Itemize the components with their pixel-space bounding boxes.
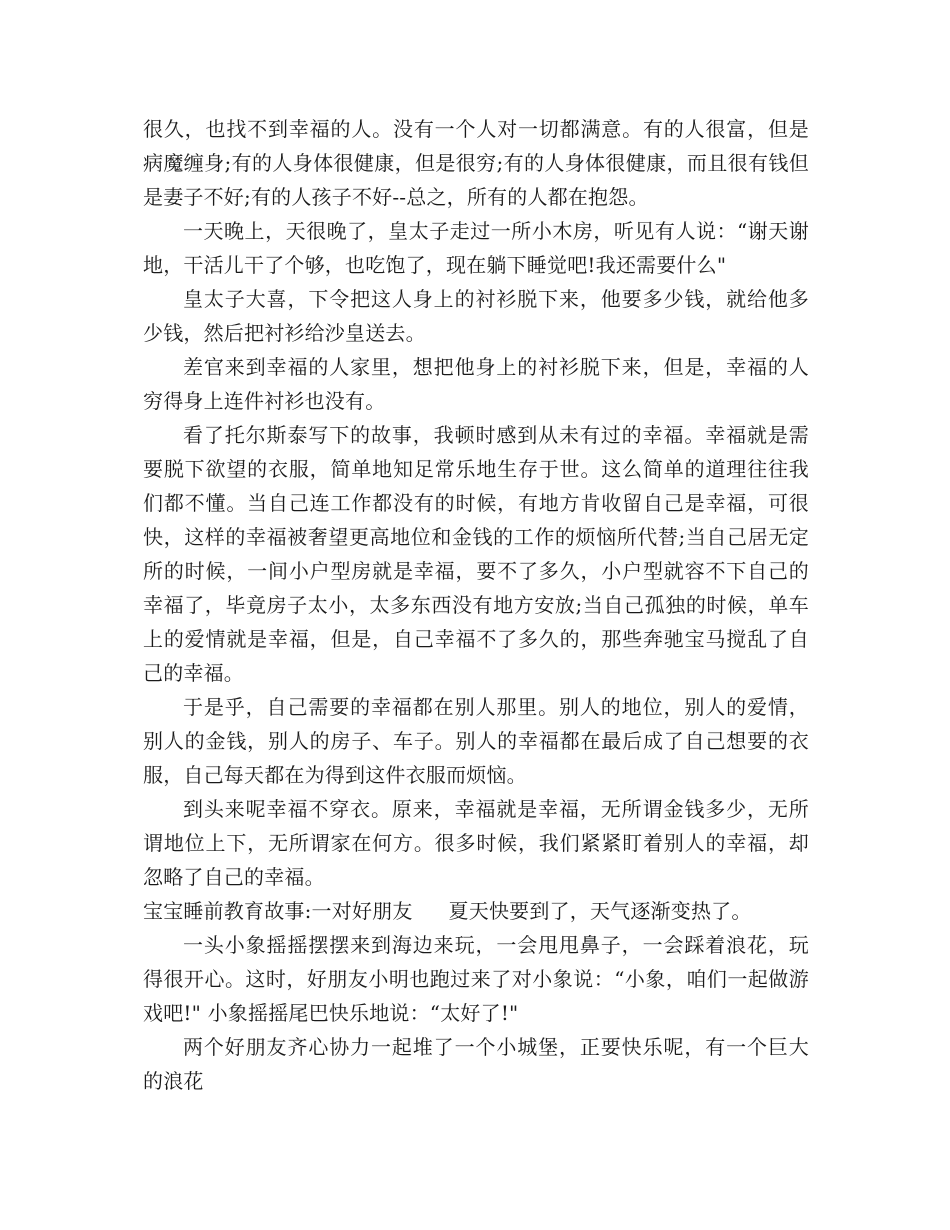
paragraph-5: 看了托尔斯泰写下的故事，我顿时感到从未有过的幸福。幸福就是需要脱下欲望的衣服，简单地知足常乐地生存于世。这么简单的道理往往我们都不懂。当自己连工作都没有的时候，有地方肯收留自己是幸福，可很快，这样的幸福被奢望更高地位和金钱的工作的烦恼所代替;当自己居无定所的时候，一间小户型房就是幸福，要不了多久，小户型就容不下自己的幸福了，毕竟房子太小，太多东西没有地方安放;当自己孤独的时候，单车上的爱情就是幸福，但是，自己幸福不了多久的，那些奔驰宝马搅乱了自己的幸福。 [143, 423, 809, 685]
document-page [143, 112, 809, 1098]
paragraph-4: 差官来到幸福的人家里，想把他身上的衬衫脱下来，但是，幸福的人穷得身上连件衬衫也没有。 [143, 355, 809, 413]
story-paragraph-1: 一头小象摇摇摆摆来到海边来玩，一会甩甩鼻子，一会踩着浪花，玩得很开心。这时，好朋友小明也跑过来了对小象说：“小象，咱们一起做游戏吧!" 小象摇摇尾巴快乐地说：“太好了!" [143, 933, 809, 1025]
paragraph-2: 一天晚上，天很晚了，皇太子走过一所小木房，听见有人说：“谢天谢地，干活儿干了个够，也吃饱了，现在躺下睡觉吧!我还需要什么" [143, 219, 809, 277]
paragraph-1: 很久，也找不到幸福的人。没有一个人对一切都满意。有的人很富，但是病魔缠身;有的人身体很健康，但是很穷;有的人身体很健康，而且很有钱但是妻子不好;有的人孩子不好--总之，所有的人都在抱怨。 [143, 117, 809, 209]
paragraph-3: 皇太子大喜，下令把这人身上的衬衫脱下来，他要多少钱，就给他多少钱，然后把衬衫给沙皇送去。 [143, 287, 809, 345]
story-title: 宝宝睡前教育故事:一对好朋友 [143, 899, 413, 923]
story-heading-line [143, 894, 809, 928]
paragraph-7: 到头来呢幸福不穿衣。原来，幸福就是幸福，无所谓金钱多少，无所谓地位上下，无所谓家在何方。很多时候，我们紧紧盯着别人的幸福，却忽略了自己的幸福。 [143, 797, 809, 889]
story-paragraph-2: 两个好朋友齐心协力一起堆了一个小城堡，正要快乐呢，有一个巨大的浪花 [143, 1035, 809, 1093]
story-intro: 夏天快要到了，天气逐渐变热了。 [448, 899, 752, 923]
paragraph-6: 于是乎，自己需要的幸福都在别人那里。别人的地位，别人的爱情，别人的金钱，别人的房子、车子。别人的幸福都在最后成了自己想要的衣服，自己每天都在为得到这件衣服而烦恼。 [143, 695, 809, 787]
